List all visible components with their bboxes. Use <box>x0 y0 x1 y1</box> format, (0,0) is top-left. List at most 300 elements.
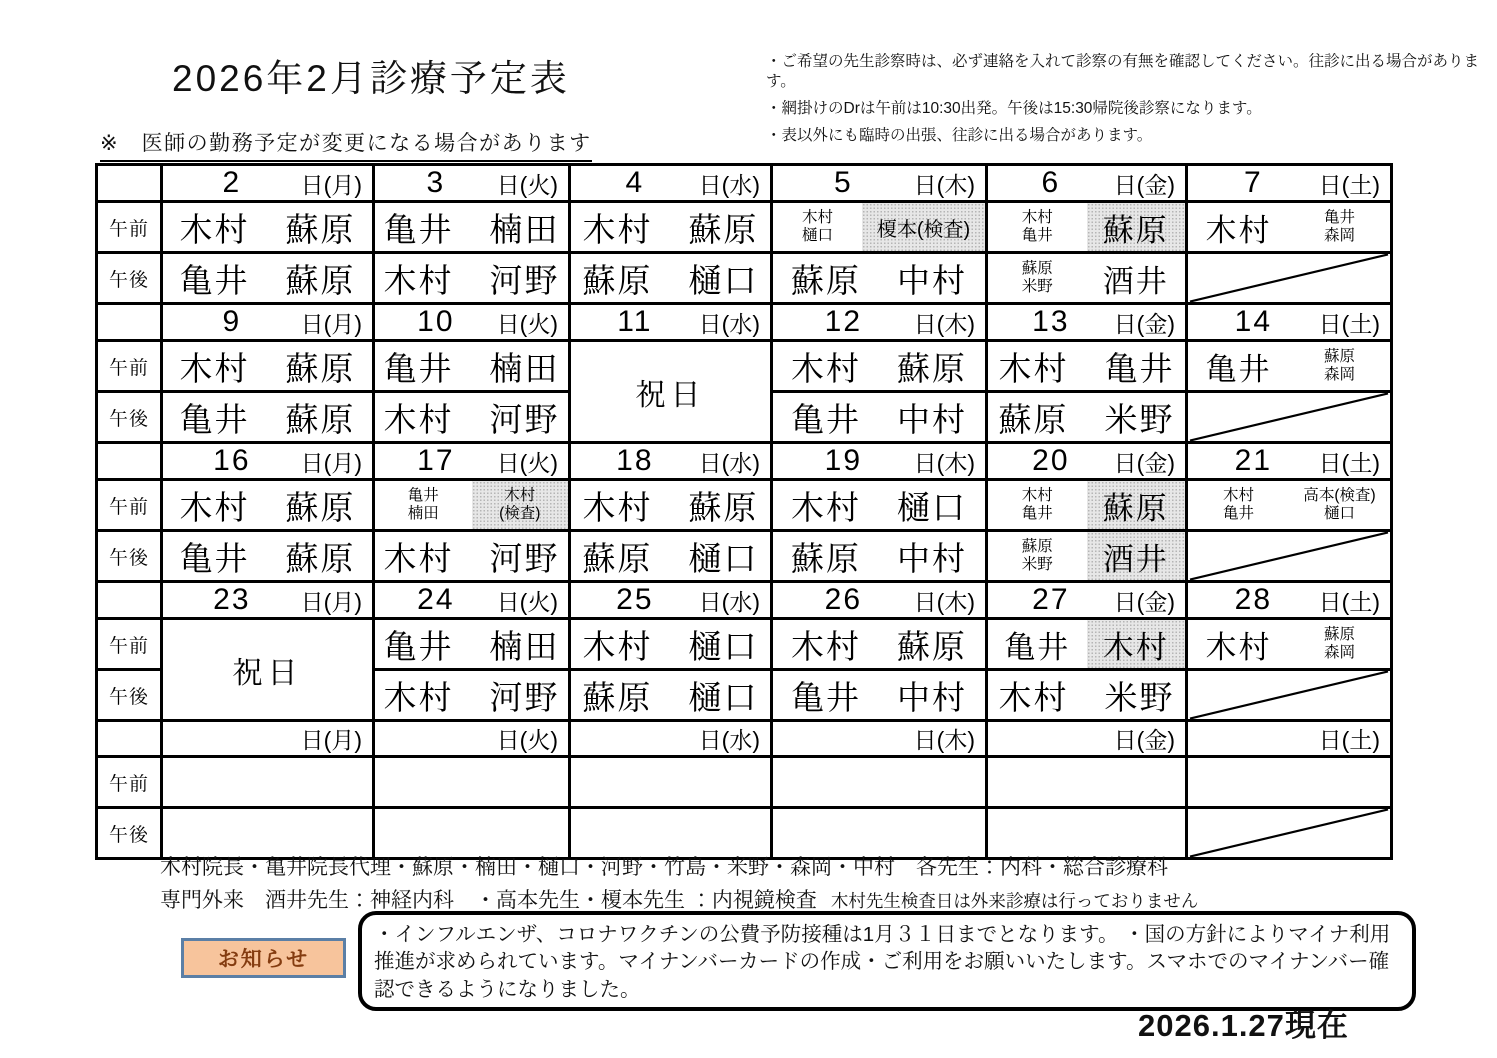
empty-cell <box>570 757 772 808</box>
pm-row-label: 午後 <box>97 531 162 582</box>
am-row-label: 午前 <box>97 480 162 531</box>
doctor-group <box>1289 342 1390 390</box>
doctor-name: 河野 <box>489 678 560 716</box>
session-cell <box>570 531 772 582</box>
day-number: 12 <box>824 305 863 338</box>
week-header-row <box>97 165 1392 202</box>
day-header-cell <box>570 304 772 341</box>
am-row-label: 午前 <box>97 341 162 392</box>
day-header-cell <box>1187 443 1392 480</box>
doctor-name: 亀井 <box>1323 208 1355 226</box>
day-header <box>375 722 568 755</box>
doctor-pair <box>773 254 985 302</box>
day-header-cell <box>772 721 987 757</box>
day-header <box>1188 722 1390 755</box>
doctor-name: 蘇原 <box>688 210 759 248</box>
closed-diagonal-line <box>1188 254 1390 302</box>
week-header-row <box>97 721 1392 757</box>
doctor-pair <box>163 532 372 580</box>
doctor-pair <box>571 532 770 580</box>
shaded-doctor-group <box>1087 620 1186 668</box>
day-header-cell <box>987 582 1187 619</box>
doctor-name: 木村 <box>1021 486 1053 504</box>
pm-row <box>97 253 1392 304</box>
day-weekday-label: 日(木) <box>913 310 975 337</box>
shaded-doctor-group <box>472 481 569 529</box>
day-weekday-label: 日(土) <box>1318 449 1380 476</box>
day-header-cell <box>374 304 570 341</box>
doctor-name: 河野 <box>489 539 560 577</box>
doctor-name: 榎本(検査) <box>876 218 971 241</box>
doctor-split <box>988 203 1185 251</box>
day-weekday-label: 日(水) <box>698 171 760 198</box>
doctor-name: 亀井 <box>1004 629 1071 665</box>
specialist-main: 専門外来 酒井先生：神経内科 ・高本先生・榎本先生 ：内視鏡検査 <box>160 889 817 912</box>
week-corner-cell <box>97 582 162 619</box>
doctor-pair <box>375 532 568 580</box>
doctor-pair <box>773 481 985 529</box>
pm-row-label: 午後 <box>97 253 162 304</box>
day-header <box>163 444 372 478</box>
day-header <box>773 444 985 478</box>
day-weekday-label: 日(木) <box>913 171 975 198</box>
day-weekday-label: 日(水) <box>698 310 760 337</box>
doctor-split <box>773 203 985 251</box>
notice-label: お知らせ <box>181 938 346 978</box>
session-cell <box>987 341 1187 392</box>
day-weekday-label: 日(土) <box>1318 310 1380 337</box>
doctor-name: 樋口 <box>1323 505 1355 522</box>
day-header-cell <box>772 165 987 202</box>
doctor-name: 木村 <box>383 539 454 577</box>
day-header <box>1188 166 1390 200</box>
day-header-cell <box>987 165 1187 202</box>
specialist-list <box>160 884 1198 914</box>
session-cell <box>162 392 374 443</box>
am-row <box>97 202 1392 253</box>
session-cell <box>374 619 570 670</box>
doctor-group <box>988 481 1087 529</box>
doctor-name: 木村 <box>383 678 454 716</box>
session-cell <box>772 253 987 304</box>
am-row-label: 午前 <box>97 202 162 253</box>
doctor-name: 木村 <box>998 678 1069 716</box>
doctor-name: 蘇原 <box>897 627 967 665</box>
session-cell <box>374 480 570 531</box>
session-cell <box>1187 619 1392 670</box>
day-header <box>988 444 1185 478</box>
doctor-name: 亀井 <box>383 349 454 387</box>
day-header-cell <box>162 443 374 480</box>
week-corner-cell <box>97 304 162 341</box>
closed-diagonal-line <box>1188 809 1390 857</box>
session-cell <box>162 480 374 531</box>
day-header-cell <box>570 165 772 202</box>
day-header <box>988 722 1185 755</box>
day-number: 5 <box>833 166 853 199</box>
doctor-name: 蘇原 <box>1102 212 1169 248</box>
doctor-name: 酒井 <box>1102 263 1169 299</box>
day-weekday-label: 日(水) <box>698 449 760 476</box>
doctor-split <box>988 254 1185 302</box>
doctor-split <box>1188 481 1390 529</box>
doctor-name: 中村 <box>897 539 967 577</box>
am-row-label: 午前 <box>97 757 162 808</box>
day-header-cell <box>772 443 987 480</box>
week-corner-cell <box>97 721 162 757</box>
doctor-name: 楠田 <box>407 505 439 522</box>
day-weekday-label: 日(土) <box>1318 588 1380 615</box>
date-stamp: 2026.1.27現在 <box>1138 1008 1349 1043</box>
doctor-name: 蘇原 <box>285 349 356 387</box>
day-header-cell <box>570 582 772 619</box>
session-cell <box>987 480 1187 531</box>
doctor-list: 木村院長・亀井院長代理・蘇原・楠田・樋口・河野・竹島・米野・森岡・中村 各先生：内科・総合診療科 <box>160 856 1168 879</box>
day-header <box>571 444 770 478</box>
doctor-name: 米野 <box>1021 556 1053 573</box>
empty-cell <box>987 757 1187 808</box>
day-header <box>163 305 372 339</box>
day-number: 10 <box>417 305 455 338</box>
session-cell <box>374 341 570 392</box>
day-number: 9 <box>222 305 242 338</box>
doctor-group <box>1188 620 1289 668</box>
doctor-pair <box>988 342 1185 390</box>
doctor-name: 米野 <box>1104 678 1175 716</box>
session-cell <box>374 670 570 721</box>
day-weekday-label: 日(火) <box>496 171 558 198</box>
doctor-name: 樋口 <box>802 227 834 244</box>
doctor-name: 亀井 <box>1104 349 1175 387</box>
day-number: 4 <box>625 166 645 199</box>
shaded-doctor-group <box>1087 481 1186 529</box>
session-cell <box>570 670 772 721</box>
session-cell <box>1187 341 1392 392</box>
doctor-group <box>988 532 1087 580</box>
doctor-pair <box>773 393 985 441</box>
doctor-name: 高本(検査) <box>1303 486 1376 504</box>
doctor-name: 河野 <box>489 261 560 299</box>
day-number: 21 <box>1234 444 1273 477</box>
doctor-name: 樋口 <box>688 261 759 299</box>
day-header <box>375 444 568 478</box>
day-header-cell <box>374 582 570 619</box>
day-weekday-label: 日(月) <box>300 310 362 337</box>
day-number: 3 <box>426 166 446 199</box>
session-cell <box>570 480 772 531</box>
day-header-cell <box>1187 582 1392 619</box>
pm-row-label: 午後 <box>97 392 162 443</box>
doctor-name: 楠田 <box>489 627 560 665</box>
session-cell <box>374 531 570 582</box>
day-header <box>1188 583 1390 617</box>
doctor-name: 木村 <box>802 208 834 226</box>
closed-diagonal-line <box>1188 532 1390 580</box>
doctor-pair <box>163 254 372 302</box>
doctor-name: 樋口 <box>897 488 967 526</box>
day-number: 20 <box>1032 444 1070 477</box>
am-row-label: 午前 <box>97 619 162 670</box>
session-cell <box>987 253 1187 304</box>
day-header-cell <box>162 721 374 757</box>
closed-cell <box>1187 808 1392 859</box>
doctor-pair <box>571 620 770 668</box>
doctor-name: 河野 <box>489 400 560 438</box>
note-line: ・表以外にも臨時の出張、往診に出る場合があります。 <box>766 127 1153 145</box>
doctor-name: 蘇原 <box>285 488 356 526</box>
day-number: 19 <box>824 444 863 477</box>
doctor-name: 亀井 <box>179 261 250 299</box>
pm-row-label: 午後 <box>97 808 162 859</box>
doctor-pair <box>375 620 568 668</box>
doctor-name: 木村 <box>1205 212 1272 248</box>
day-number: 18 <box>616 444 654 477</box>
doctor-name: 米野 <box>1104 400 1175 438</box>
day-header-cell <box>772 582 987 619</box>
empty-cell <box>1187 757 1392 808</box>
session-cell <box>1187 202 1392 253</box>
doctor-pair <box>163 342 372 390</box>
doctor-name: 木村 <box>791 627 861 665</box>
doctor-name: 蘇原 <box>582 678 653 716</box>
doctor-split <box>988 532 1185 580</box>
day-number: 28 <box>1234 583 1273 616</box>
day-header-cell <box>374 443 570 480</box>
day-header <box>375 305 568 339</box>
closed-cell <box>1187 670 1392 721</box>
day-number: 23 <box>213 583 251 616</box>
doctor-name: 蘇原 <box>582 261 653 299</box>
doctor-split <box>988 620 1185 668</box>
session-cell <box>570 619 772 670</box>
doctor-name: 木村 <box>582 627 653 665</box>
doctor-group <box>1289 620 1390 668</box>
doctor-name: 蘇原 <box>791 261 861 299</box>
doctor-name: 中村 <box>897 400 967 438</box>
session-cell <box>772 341 987 392</box>
doctor-pair <box>773 342 985 390</box>
empty-cell <box>374 757 570 808</box>
week-corner-cell <box>97 165 162 202</box>
header-notes <box>766 52 1492 154</box>
day-number: 16 <box>213 444 251 477</box>
closed-cell <box>1187 253 1392 304</box>
am-row <box>97 619 1392 670</box>
day-number: 13 <box>1032 305 1070 338</box>
day-header <box>1188 305 1390 339</box>
session-cell <box>570 202 772 253</box>
doctor-name: 蘇原 <box>1323 347 1355 365</box>
day-number: 25 <box>616 583 654 616</box>
doctor-name: 楠田 <box>489 210 560 248</box>
day-number: 6 <box>1041 166 1061 199</box>
doctor-name: 亀井 <box>791 400 861 438</box>
session-cell <box>987 202 1187 253</box>
day-number: 14 <box>1234 305 1273 338</box>
doctor-name: 木村 <box>504 486 536 504</box>
schedule-table <box>95 163 1393 860</box>
doctor-name: 木村 <box>998 349 1069 387</box>
day-header <box>163 166 372 200</box>
doctor-name: 蘇原 <box>791 539 861 577</box>
day-weekday-label: 日(月) <box>300 727 362 753</box>
day-header <box>773 305 985 339</box>
doctor-group <box>773 203 862 251</box>
day-header <box>1188 444 1390 478</box>
doctor-pair <box>571 671 770 719</box>
doctor-name: 木村 <box>179 210 250 248</box>
day-header <box>571 722 770 755</box>
doctor-name: 楠田 <box>489 349 560 387</box>
session-cell <box>162 202 374 253</box>
closed-diagonal-line <box>1188 393 1390 441</box>
doctor-name: 亀井 <box>383 210 454 248</box>
doctor-group <box>988 254 1087 302</box>
doctor-group <box>1188 203 1289 251</box>
holiday-cell <box>570 341 772 443</box>
doctor-pair <box>163 203 372 251</box>
doctor-name: 木村 <box>582 210 653 248</box>
doctor-name: 中村 <box>897 678 967 716</box>
doctor-pair <box>571 203 770 251</box>
doctor-pair <box>163 393 372 441</box>
doctor-name: 亀井 <box>179 400 250 438</box>
session-cell <box>772 670 987 721</box>
doctor-pair <box>375 342 568 390</box>
day-weekday-label: 日(金) <box>1113 449 1175 476</box>
doctor-name: 蘇原 <box>582 539 653 577</box>
day-number: 7 <box>1243 166 1263 199</box>
day-number: 26 <box>824 583 863 616</box>
session-cell <box>374 202 570 253</box>
doctor-name: 木村 <box>1222 486 1254 504</box>
doctor-pair <box>375 254 568 302</box>
day-header <box>571 166 770 200</box>
note-line: ・網掛けのDrは午前は10:30出発。午後は15:30帰院後診察になります。 <box>766 100 1262 118</box>
doctor-name: 亀井 <box>791 678 861 716</box>
session-cell <box>570 253 772 304</box>
doctor-name: 木村 <box>179 349 250 387</box>
day-header-cell <box>987 443 1187 480</box>
day-header-cell <box>1187 165 1392 202</box>
shaded-doctor-group <box>1087 532 1186 580</box>
doctor-group <box>988 203 1087 251</box>
holiday-cell <box>162 619 374 721</box>
day-weekday-label: 日(土) <box>1318 727 1380 753</box>
pm-row <box>97 531 1392 582</box>
day-header-cell <box>1187 721 1392 757</box>
closed-diagonal-line <box>1188 671 1390 719</box>
doctor-name: 樋口 <box>688 539 759 577</box>
session-cell <box>162 253 374 304</box>
caution-text: ※ 医師の勤務予定が変更になる場合があります <box>100 127 592 162</box>
week-corner-cell <box>97 443 162 480</box>
doctor-name: 亀井 <box>1021 227 1053 244</box>
day-header <box>773 722 985 755</box>
pm-row-label: 午後 <box>97 670 162 721</box>
session-cell <box>987 619 1187 670</box>
doctor-name: (検査) <box>499 505 541 522</box>
doctor-group <box>1289 481 1390 529</box>
doctor-name: 蘇原 <box>897 349 967 387</box>
week-header-row <box>97 304 1392 341</box>
note-line: ・ご希望の先生診察時は、必ず連絡を入れて診察の有無を確認してください。往診に出る場合があります。 <box>766 53 1480 91</box>
day-weekday-label: 日(火) <box>496 727 558 753</box>
day-header-cell <box>987 721 1187 757</box>
page-title: 2026年2月診療予定表 <box>172 58 570 99</box>
session-cell <box>772 619 987 670</box>
doctor-split <box>988 481 1185 529</box>
doctor-name: 蘇原 <box>285 539 356 577</box>
session-cell <box>987 392 1187 443</box>
session-cell <box>374 392 570 443</box>
session-cell <box>1187 480 1392 531</box>
session-cell <box>987 670 1187 721</box>
day-weekday-label: 日(水) <box>698 588 760 615</box>
doctor-pair <box>773 671 985 719</box>
day-number: 24 <box>417 583 455 616</box>
doctor-name: 木村 <box>383 400 454 438</box>
doctor-split <box>375 481 568 529</box>
doctor-name: 亀井 <box>179 539 250 577</box>
doctor-name: 中村 <box>897 261 967 299</box>
day-weekday-label: 日(火) <box>496 449 558 476</box>
day-header-cell <box>987 304 1187 341</box>
doctor-name: 米野 <box>1021 278 1053 295</box>
day-header-cell <box>570 721 772 757</box>
doctor-group <box>1188 342 1289 390</box>
notice-box <box>358 911 1416 1011</box>
doctor-group <box>1289 203 1390 251</box>
doctor-name: 蘇原 <box>688 488 759 526</box>
session-cell <box>162 341 374 392</box>
day-header <box>773 166 985 200</box>
session-cell <box>772 531 987 582</box>
day-header-cell <box>162 304 374 341</box>
doctor-name: 木村 <box>1102 629 1169 665</box>
doctor-name: 蘇原 <box>1323 625 1355 643</box>
day-weekday-label: 日(金) <box>1113 727 1175 753</box>
day-header-cell <box>772 304 987 341</box>
doctor-name: 蘇原 <box>285 210 356 248</box>
am-row <box>97 757 1392 808</box>
day-header-cell <box>162 582 374 619</box>
doctor-pair <box>375 203 568 251</box>
week-header-row <box>97 443 1392 480</box>
holiday-label: 祝日 <box>232 656 303 690</box>
shaded-doctor-group <box>1087 203 1186 251</box>
am-row <box>97 341 1392 392</box>
holiday-label: 祝日 <box>635 378 706 412</box>
session-cell <box>162 531 374 582</box>
doctor-name: 蘇原 <box>1102 490 1169 526</box>
day-header <box>773 583 985 617</box>
doctor-name: 森岡 <box>1323 366 1355 383</box>
doctor-pair <box>988 671 1185 719</box>
doctor-name: 酒井 <box>1102 541 1169 577</box>
doctor-name: 亀井 <box>383 627 454 665</box>
day-header <box>988 583 1185 617</box>
day-weekday-label: 日(土) <box>1318 171 1380 198</box>
day-weekday-label: 日(木) <box>913 588 975 615</box>
doctor-name: 樋口 <box>688 627 759 665</box>
day-header <box>163 722 372 755</box>
day-header-cell <box>162 165 374 202</box>
doctor-name: 蘇原 <box>285 400 356 438</box>
doctor-split <box>1188 620 1390 668</box>
doctor-name: 亀井 <box>1205 351 1272 387</box>
doctor-pair <box>163 481 372 529</box>
